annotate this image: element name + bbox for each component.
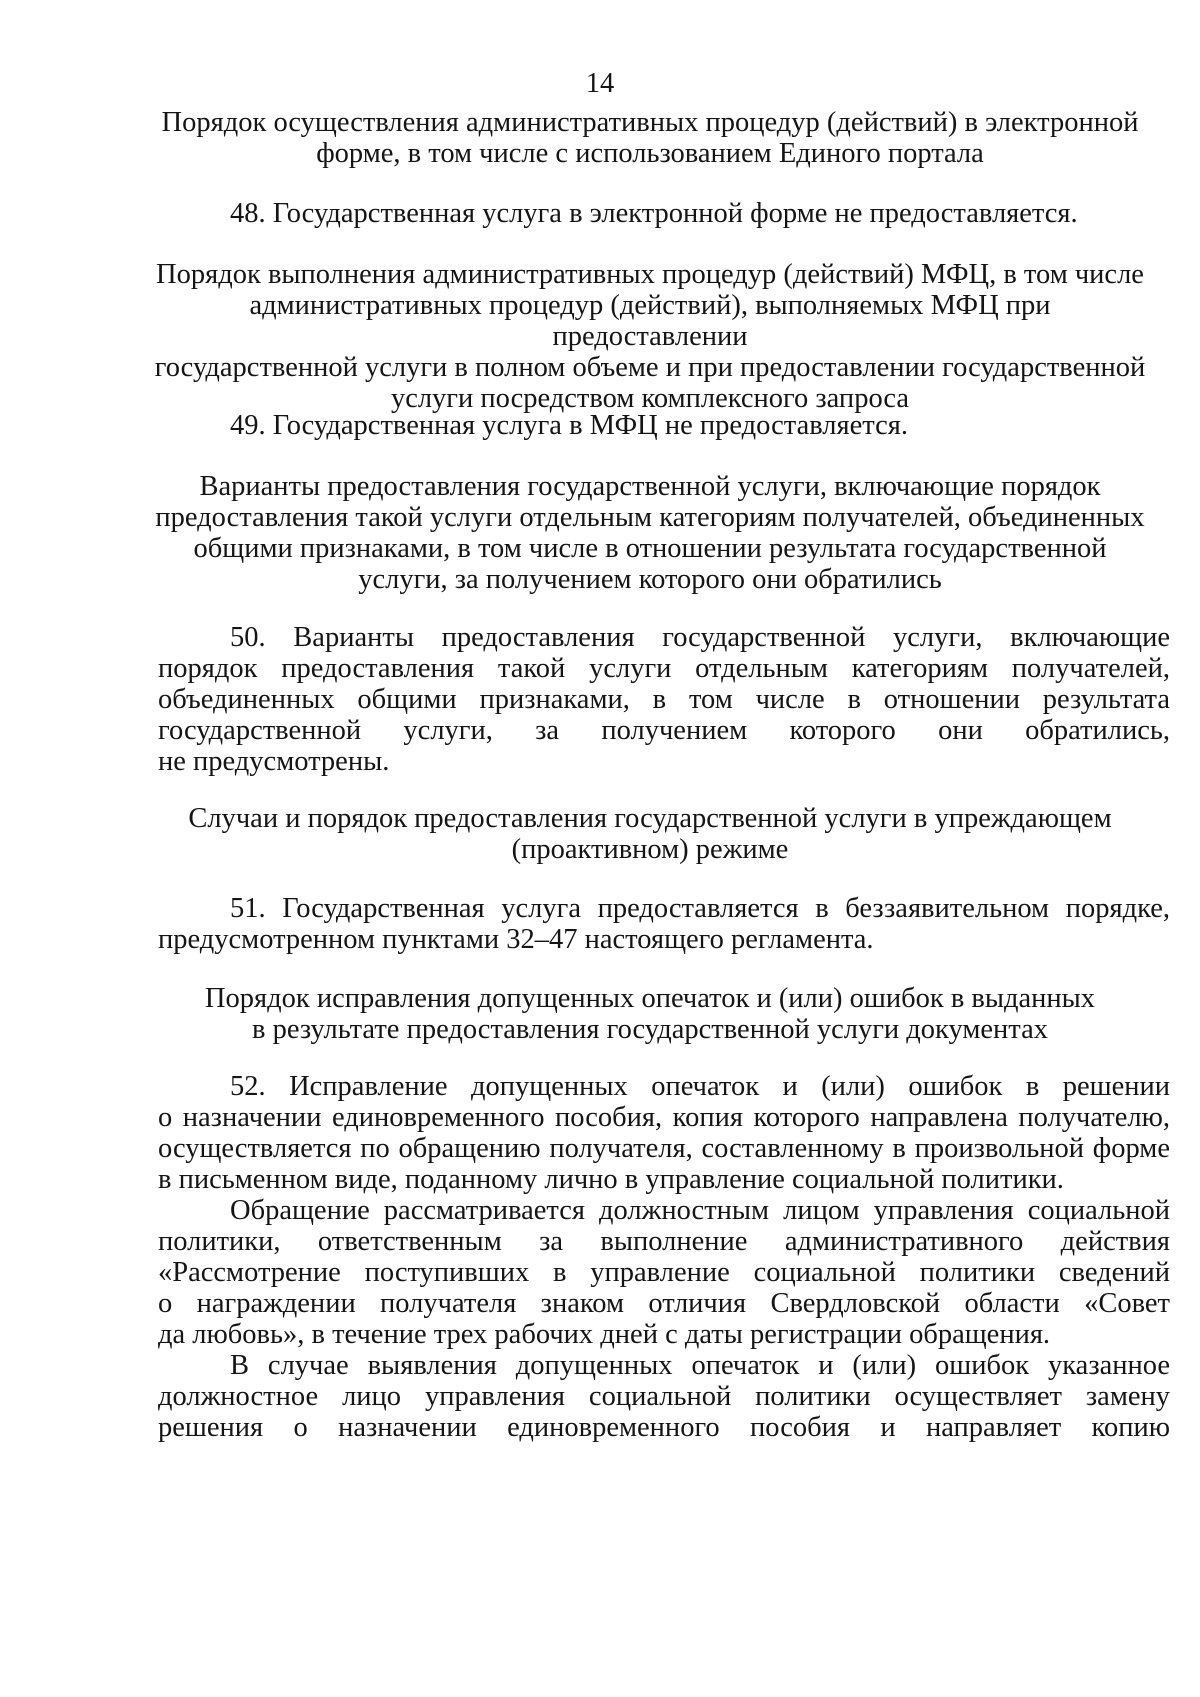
section-heading-mfc-procedures <box>150 259 1150 414</box>
paragraph-line: 52. Исправление допущенных опечаток и (или) ошибок в решении <box>230 1071 1170 1102</box>
paragraph-line: предусмотренном пунктами 32–47 настоящего регламента. <box>158 924 874 955</box>
paragraph-line: объединенных общими признаками, в том числе в отношении результата <box>158 684 1170 715</box>
heading-line: Порядок исправления допущенных опечаток и (или) ошибок в выданных <box>204 983 1096 1014</box>
paragraph-line: государственной услуги, за получением которого они обратились, <box>158 715 1170 746</box>
paragraph-50 <box>158 622 1170 777</box>
section-heading-service-variants <box>150 471 1150 595</box>
paragraph-line: должностное лицо управления социальной политики осуществляет замену <box>158 1381 1170 1412</box>
heading-line: форме, в том числе с использованием Единого портала <box>316 138 984 169</box>
paragraph-52 <box>158 1071 1170 1443</box>
heading-line: предоставления такой услуги отдельным категориям получателей, объединенных <box>155 502 1145 533</box>
paragraph-line: политики, ответственным за выполнение административного действия <box>158 1226 1170 1257</box>
paragraph-line: Обращение рассматривается должностным лицом управления социальной <box>230 1195 1170 1226</box>
paragraph-line: 51. Государственная услуга предоставляется в беззаявительном порядке, <box>230 893 1170 924</box>
heading-line: (проактивном) режиме <box>511 834 789 865</box>
heading-line: в результате предоставления государственной услуги документах <box>252 1014 1048 1045</box>
heading-line: административных процедур (действий), выполняемых МФЦ при предоставлении <box>249 290 1051 352</box>
page-number: 14 <box>585 68 615 99</box>
heading-line: Порядок осуществления административных процедур (действий) в электронной <box>161 107 1139 138</box>
paragraph-line: не предусмотрены. <box>158 746 390 777</box>
paragraph-line: да любовь», в течение трех рабочих дней с даты регистрации обращения. <box>158 1319 1051 1350</box>
heading-line: Порядок выполнения административных процедур (действий) МФЦ, в том числе <box>156 259 1144 290</box>
paragraph-line: порядок предоставления такой услуги отдельным категориям получателей, <box>158 653 1170 684</box>
section-heading-proactive-mode <box>150 803 1150 865</box>
paragraph-line: решения о назначении единовременного пособия и направляет копию <box>158 1412 1170 1443</box>
section-heading-electronic-form <box>150 107 1150 169</box>
heading-line: общими признаками, в том числе в отношении результата государственной <box>193 533 1107 564</box>
section-heading-error-correction <box>150 983 1150 1045</box>
paragraph-line: 49. Государственная услуга в МФЦ не предоставляется. <box>230 410 908 441</box>
paragraph-line: о назначении единовременного пособия, копия которого направлена получателю, <box>158 1102 1170 1133</box>
paragraph-48 <box>158 198 1170 229</box>
paragraph-line: в письменном виде, поданному лично в управление социальной политики. <box>158 1164 1064 1195</box>
paragraph-51 <box>158 893 1170 955</box>
paragraph-line: 48. Государственная услуга в электронной форме не предоставляется. <box>230 198 1078 229</box>
paragraph-line: В случае выявления допущенных опечаток и (или) ошибок указанное <box>230 1350 1170 1381</box>
paragraph-line: о награждении получателя знаком отличия Свердловской области «Совет <box>158 1288 1170 1319</box>
paragraph-line: осуществляется по обращению получателя, составленному в произвольной форме <box>158 1133 1170 1164</box>
paragraph-line: «Рассмотрение поступивших в управление социальной политики сведений <box>158 1257 1170 1288</box>
heading-line: услуги посредством комплексного запроса <box>390 383 910 414</box>
heading-line: Случаи и порядок предоставления государственной услуги в упреждающем <box>188 803 1112 834</box>
heading-line: Варианты предоставления государственной услуги, включающие порядок <box>199 471 1101 502</box>
paragraph-line: 50. Варианты предоставления государственной услуги, включающие <box>230 622 1170 653</box>
paragraph-49 <box>158 410 1170 441</box>
heading-line: государственной услуги в полном объеме и при предоставлении государственной <box>154 352 1146 383</box>
heading-line: услуги, за получением которого они обратились <box>358 564 942 595</box>
